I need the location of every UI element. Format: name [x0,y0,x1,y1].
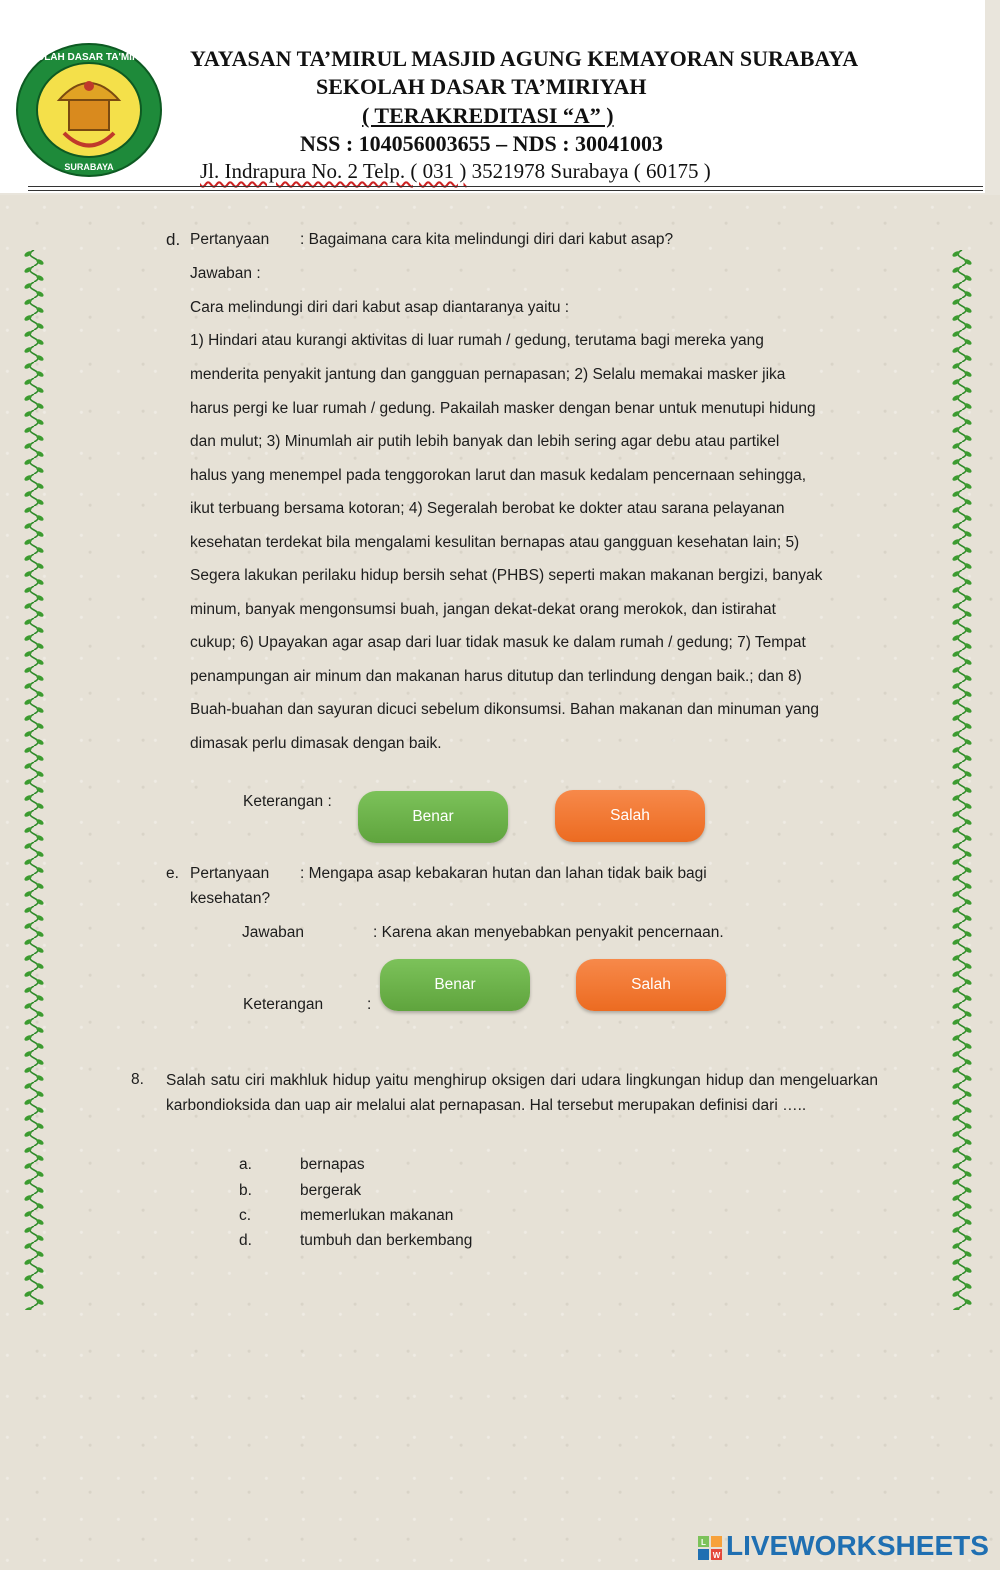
school-address [200,159,711,184]
option-letter: c. [239,1207,252,1224]
question-d-text: : Bagaimana cara kita melindungi diri dari kabut asap? [300,231,674,248]
right-vine-border [950,250,974,1310]
question-e-marker: e. [166,865,179,882]
answer-line: penampungan air minum dan makanan harus ditutup dan terlindung dengan baik.; dan 8) [190,668,802,685]
option-letter: b. [239,1182,252,1199]
option-text[interactable]: memerlukan makanan [300,1207,454,1224]
answer-line: Cara melindungi diri dari kabut asap diantaranya yaitu : [190,299,570,316]
question-e-colon: : [367,996,372,1013]
school-letterhead [0,0,985,193]
address-part-a: Jl. Indrapura No. 2 Telp. ( 031 ) [200,159,467,183]
address-part-b: 3521978 Surabaya ( 60175 ) [466,159,711,183]
left-vine-border [22,250,46,1310]
question-e-benar-button[interactable]: Benar [380,959,530,1011]
question-e-text: : Mengapa asap kebakaran hutan dan lahan tidak baik bagi [300,865,707,882]
answer-line: halus yang menempel pada tenggorokan larut dan masuk kedalam pencernaan sehingga, [190,467,807,484]
svg-text:W: W [712,1551,721,1560]
liveworksheets-logo-icon [698,1536,722,1560]
answer-line: dan mulut; 3) Minumlah air putih lebih banyak dan lebih sering agar debu atau partikel [190,433,780,450]
answer-line: cukup; 6) Upayakan agar asap dari luar tidak masuk ke dalam rumah / gedung; 7) Tempat [190,634,806,651]
question-e-label: Pertanyaan [190,865,270,882]
header-divider [28,186,983,191]
question-e-keterangan: Keterangan [243,996,324,1013]
answer-line: menderita penyakit jantung dan gangguan pernapasan; 2) Selalu memakai masker jika [190,366,786,383]
option-text[interactable]: bergerak [300,1182,362,1199]
answer-line: Buah-buahan dan sayuran dicuci sebelum dikonsumsi. Bahan makanan dan minuman yang [190,701,820,718]
school-logo [14,38,164,178]
school-name: SEKOLAH DASAR TA’MIRIYAH [316,74,647,99]
option-letter: a. [239,1156,252,1173]
question-d-marker: d. [166,230,181,249]
answer-line: harus pergi ke luar rumah / gedung. Pakailah masker dengan benar untuk menutupi hidung [190,400,816,417]
logo-bottom-text: SURABAYA [64,162,114,172]
option-text[interactable]: tumbuh dan berkembang [300,1232,473,1249]
question-8-text: Salah satu ciri makhluk hidup yaitu menghirup oksigen dari udara lingkungan hidup dan mengeluarkan karbondioksida dan uap air melalui alat pernapasan. Hal tersebut merupakan definisi dari ….. [166,1072,878,1114]
question-8-number: 8. [131,1071,144,1088]
answer-line: ikut terbuang bersama kotoran; 4) Segeralah berobat ke dokter atau sarana pelayanan [190,500,785,517]
question-d-answer-label: Jawaban : [190,265,261,282]
answer-line: 1) Hindari atau kurangi aktivitas di luar rumah / gedung, terutama bagi mereka yang [190,332,764,349]
option-text[interactable]: bernapas [300,1156,365,1173]
liveworksheets-brand: LIVEWORKSHEETS [726,1530,989,1561]
answer-line: Segera lakukan perilaku hidup bersih sehat (PHBS) seperti makan makanan bergizi, banyak [190,567,823,584]
foundation-name: YAYASAN TA’MIRUL MASJID AGUNG KEMAYORAN SURABAYA [190,46,859,71]
answer-line: minum, banyak mengonsumsi buah, jangan dekat-dekat orang merokok, dan istirahat [190,601,776,618]
question-d-keterangan: Keterangan : [243,793,332,810]
answer-line: kesehatan terdekat bila mengalami kesulitan bernapas atau gangguan kesehatan lain; 5) [190,534,800,551]
question-d-benar-button[interactable]: Benar [358,791,508,843]
question-e-answer-label: Jawaban [242,924,305,941]
question-d-salah-button[interactable]: Salah [555,790,705,842]
school-ids: NSS : 104056003655 – NDS : 30041003 [300,131,664,156]
svg-text:L: L [701,1538,706,1547]
question-e-answer: : Karena akan menyebabkan penyakit pencernaan. [373,924,724,941]
question-d-label: Pertanyaan [190,231,270,248]
question-e-salah-button[interactable]: Salah [576,959,726,1011]
question-e-text-cont: kesehatan? [190,890,271,907]
option-letter: d. [239,1232,252,1249]
logo-top-text: SEKOLAH DASAR TA'MIRIYAH [15,52,163,63]
answer-line: dimasak perlu dimasak dengan baik. [190,735,442,752]
accreditation: ( TERAKREDITASI “A” ) [362,103,614,128]
